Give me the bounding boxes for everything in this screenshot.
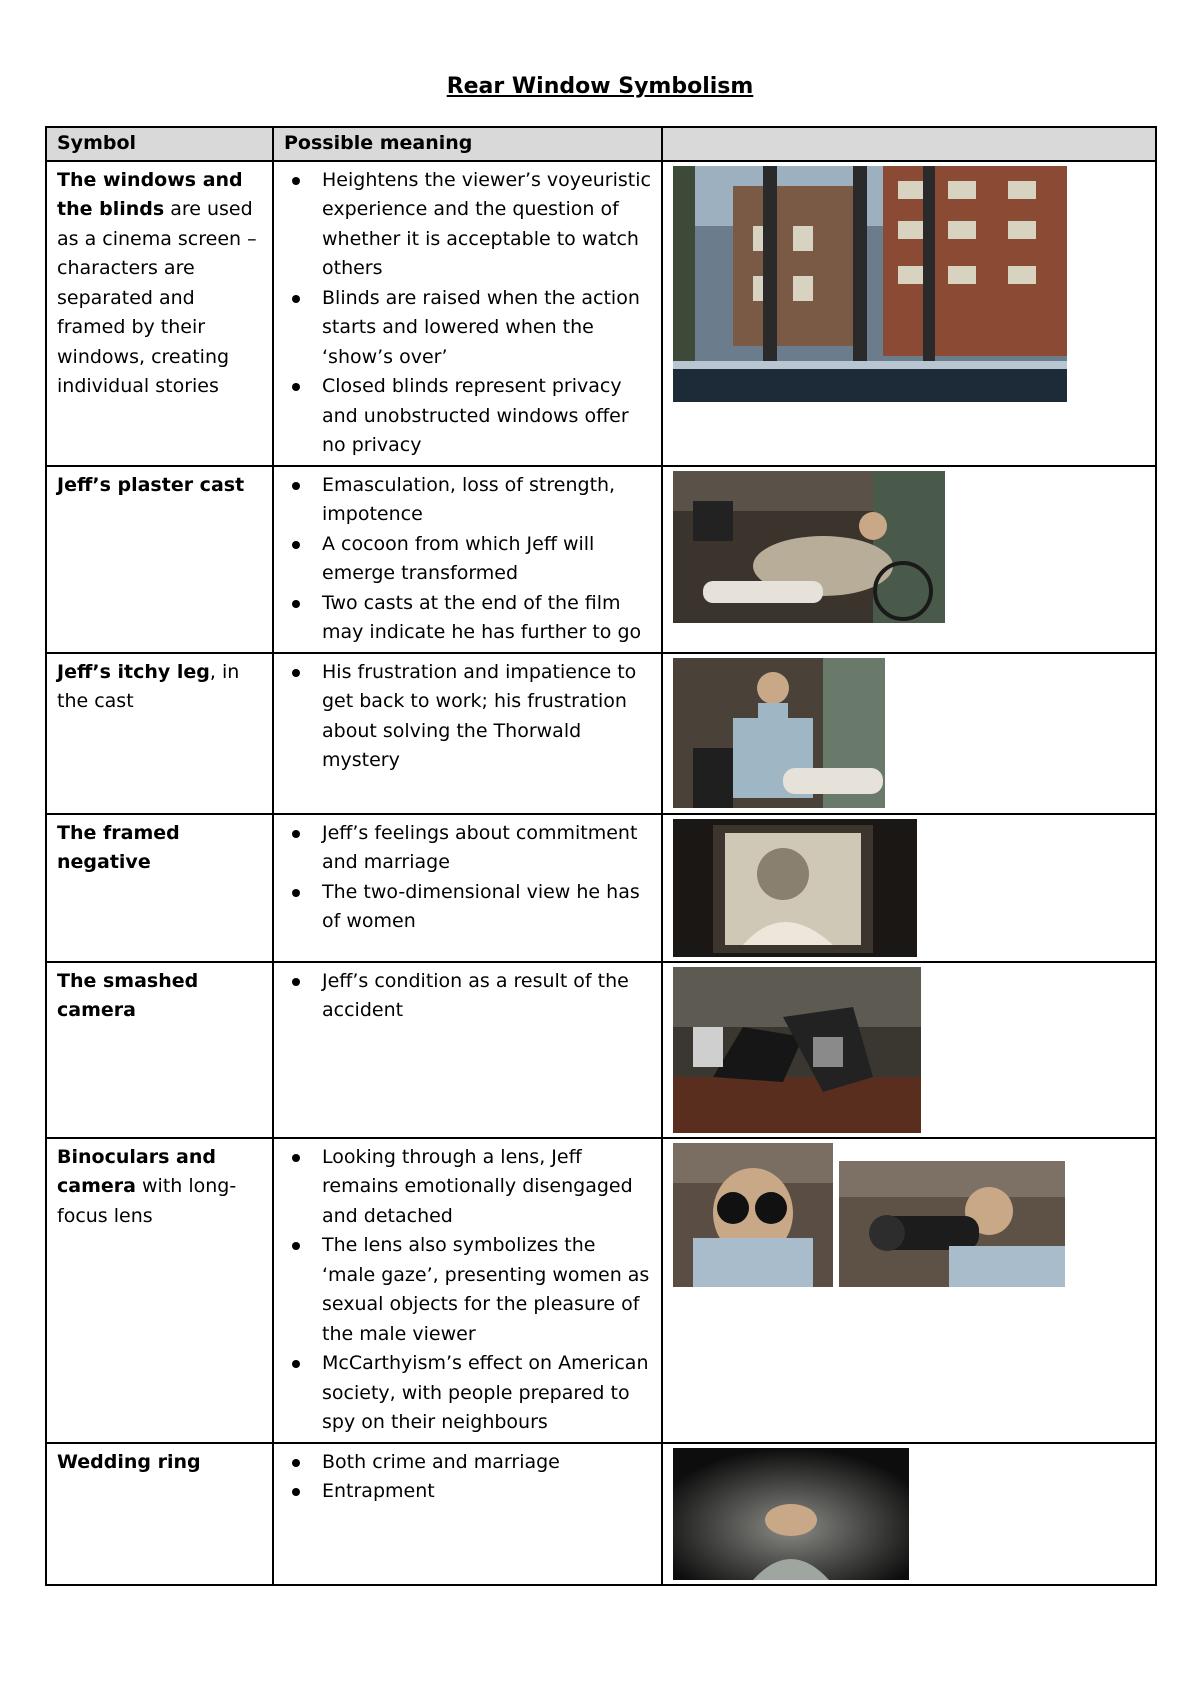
film-stills-binoculars-and-camera [673,1143,1145,1287]
meaning-list [284,1143,651,1438]
column-header-meaning: Possible meaning [273,127,662,161]
film-still-hands-wedding-ring [673,1448,1145,1580]
meaning-list [284,471,651,648]
table-row [46,814,1156,962]
meaning-cell [273,962,662,1138]
meaning-item: Two casts at the end of the film may indicate he has further to go [284,589,651,648]
table-header-row [46,127,1156,161]
table-row [46,962,1156,1138]
symbol-name: The windows and the blinds [57,168,243,220]
image-cell [662,1138,1156,1443]
meaning-item: Closed blinds represent privacy and unobstructed windows offer no privacy [284,372,651,461]
symbol-cell [46,466,273,653]
meaning-item: Emasculation, loss of strength, impotence [284,471,651,530]
column-header-image [662,127,1156,161]
symbolism-table [45,126,1157,1586]
column-header-symbol: Symbol [46,127,273,161]
film-still-long-lens-camera [839,1161,1065,1287]
meaning-item: Entrapment [284,1477,651,1507]
film-still-smashed-camera [673,967,1145,1133]
symbol-name: The smashed camera [57,969,199,1021]
symbol-name: The framed negative [57,821,180,873]
meaning-cell [273,653,662,814]
symbol-name: Jeff’s plaster cast [57,473,245,496]
film-still-framed-negative [673,819,1145,957]
table-row [46,1443,1156,1585]
meaning-item: The lens also symbolizes the ‘male gaze’, presenting women as sexual objects for the pleasure of the male viewer [284,1231,651,1349]
meaning-item: Blinds are raised when the action starts and lowered when the ‘show’s over’ [284,284,651,373]
symbol-description: , in the cast [57,660,240,712]
table-row [46,161,1156,466]
meaning-list [284,819,651,937]
symbol-description: are used as a cinema screen – characters are separated and framed by their windows, creating individual stories [57,198,257,397]
meaning-item: His frustration and impatience to get back to work; his frustration about solving the Thorwald mystery [284,658,651,776]
symbol-cell [46,653,273,814]
symbol-cell [46,161,273,466]
image-cell [662,962,1156,1138]
symbol-description: with long-focus lens [57,1175,237,1227]
meaning-item: McCarthyism’s effect on American society, with people prepared to spy on their neighbours [284,1349,651,1438]
meaning-cell [273,814,662,962]
symbol-cell [46,814,273,962]
film-still-jeff-scratching-leg [673,658,1145,808]
film-still-jeff-in-wheelchair [673,471,1145,623]
symbol-name: Wedding ring [57,1450,201,1473]
table-row [46,1138,1156,1443]
image-cell [662,814,1156,962]
table-row [46,653,1156,814]
meaning-list [284,658,651,776]
meaning-cell [273,466,662,653]
meaning-cell [273,1443,662,1585]
meaning-item: Both crime and marriage [284,1448,651,1478]
meaning-list [284,166,651,461]
symbol-cell [46,962,273,1138]
symbol-cell [46,1443,273,1585]
document-title: Rear Window Symbolism [446,74,754,99]
meaning-item: The two-dimensional view he has of women [284,878,651,937]
symbol-name: Binoculars and camera [57,1145,216,1197]
image-cell [662,466,1156,653]
meaning-item: Heightens the viewer’s voyeuristic experience and the question of whether it is acceptable to watch others [284,166,651,284]
meaning-list [284,1448,651,1507]
meaning-cell [273,161,662,466]
meaning-item: A cocoon from which Jeff will emerge transformed [284,530,651,589]
meaning-item: Jeff’s condition as a result of the accident [284,967,651,1026]
film-still-binoculars [673,1143,833,1287]
film-still-courtyard-windows [673,166,1145,402]
image-cell [662,653,1156,814]
table-row [46,466,1156,653]
meaning-list [284,967,651,1026]
meaning-item: Jeff’s feelings about commitment and marriage [284,819,651,878]
meaning-cell [273,1138,662,1443]
image-cell [662,1443,1156,1585]
symbol-name: Jeff’s itchy leg [57,660,210,683]
symbol-cell [46,1138,273,1443]
image-cell [662,161,1156,466]
meaning-item: Looking through a lens, Jeff remains emotionally disengaged and detached [284,1143,651,1232]
